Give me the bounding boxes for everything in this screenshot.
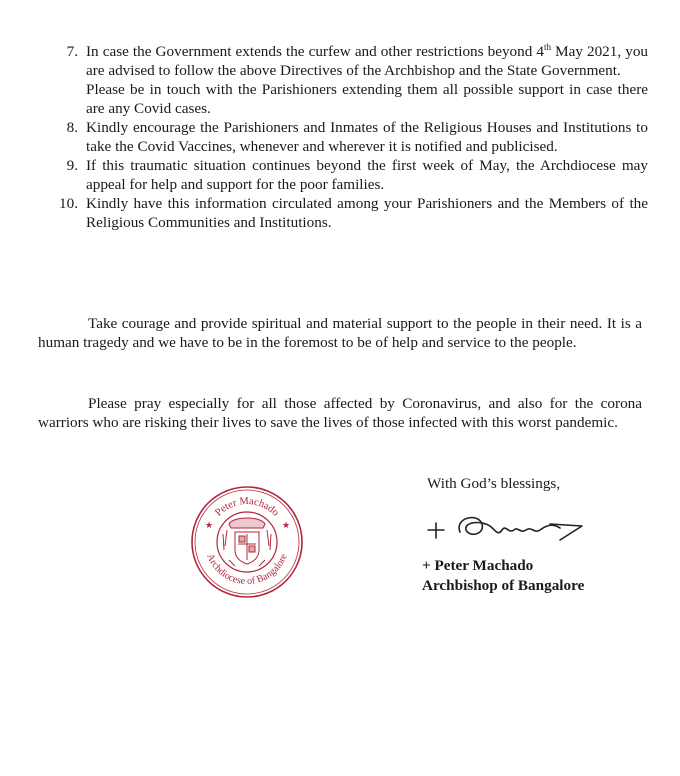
item-text: If this traumatic situation continues beyond the first week of May, the Archdiocese may appeal for help and support for the poor families. [86, 157, 648, 193]
svg-text:Peter Machado [213, 496, 281, 519]
archdiocese-seal [189, 484, 305, 600]
signer-name: + Peter Machado [422, 557, 534, 574]
svg-text:★: ★ [282, 521, 291, 531]
item-text [86, 42, 648, 80]
item-text-part: May 2021, you are advised to follow the above Directives of the Archbishop and the State Government. [86, 43, 649, 79]
item-extra-text: Please be in touch with the Parishioners extending them all possible support in case there are any Covid cases. [86, 81, 648, 117]
directives-list [48, 42, 648, 232]
seal-top-text: Peter Machado [213, 495, 281, 519]
item-number: 10. [59, 195, 78, 212]
signer-title: Archbishop of Bangalore [422, 577, 585, 594]
item-number: 7. [66, 43, 78, 60]
superscript: th [544, 41, 552, 52]
svg-text:★: ★ [205, 521, 214, 531]
item-number: 8. [66, 119, 78, 136]
paragraph-text: Please pray especially for all those affected by Coronavirus, and also for the corona warriors who are risking their lives to save the lives of those infected with this worst pandemic. [38, 395, 642, 431]
closing-line: With God’s blessings, [427, 475, 561, 492]
paragraph-courage [38, 314, 642, 352]
item-text-part: In case the Government extends the curfew and other restrictions beyond 4 [86, 43, 544, 60]
list-item-10 [48, 194, 648, 232]
handwritten-signature [420, 504, 600, 548]
paragraph-prayer [38, 394, 642, 432]
list-item-8 [48, 118, 648, 156]
seal-bottom-text: Archdiocese of Bangalore [204, 552, 290, 588]
item-number: 9. [66, 157, 78, 174]
paragraph-text: Take courage and provide spiritual and material support to the people in their need. It is a human tragedy and we have to be in the foremost to be of help and service to the people. [38, 315, 642, 351]
item-text: Kindly have this information circulated among your Parishioners and the Members of the Religious Communities and Institutions. [86, 195, 648, 231]
list-item-9 [48, 156, 648, 194]
item-text: Kindly encourage the Parishioners and Inmates of the Religious Houses and Institutions to take the Covid Vaccines, whenever and wherever it is notified and publicised. [86, 119, 648, 155]
signer-block [422, 556, 584, 596]
list-item-7 [48, 42, 648, 118]
